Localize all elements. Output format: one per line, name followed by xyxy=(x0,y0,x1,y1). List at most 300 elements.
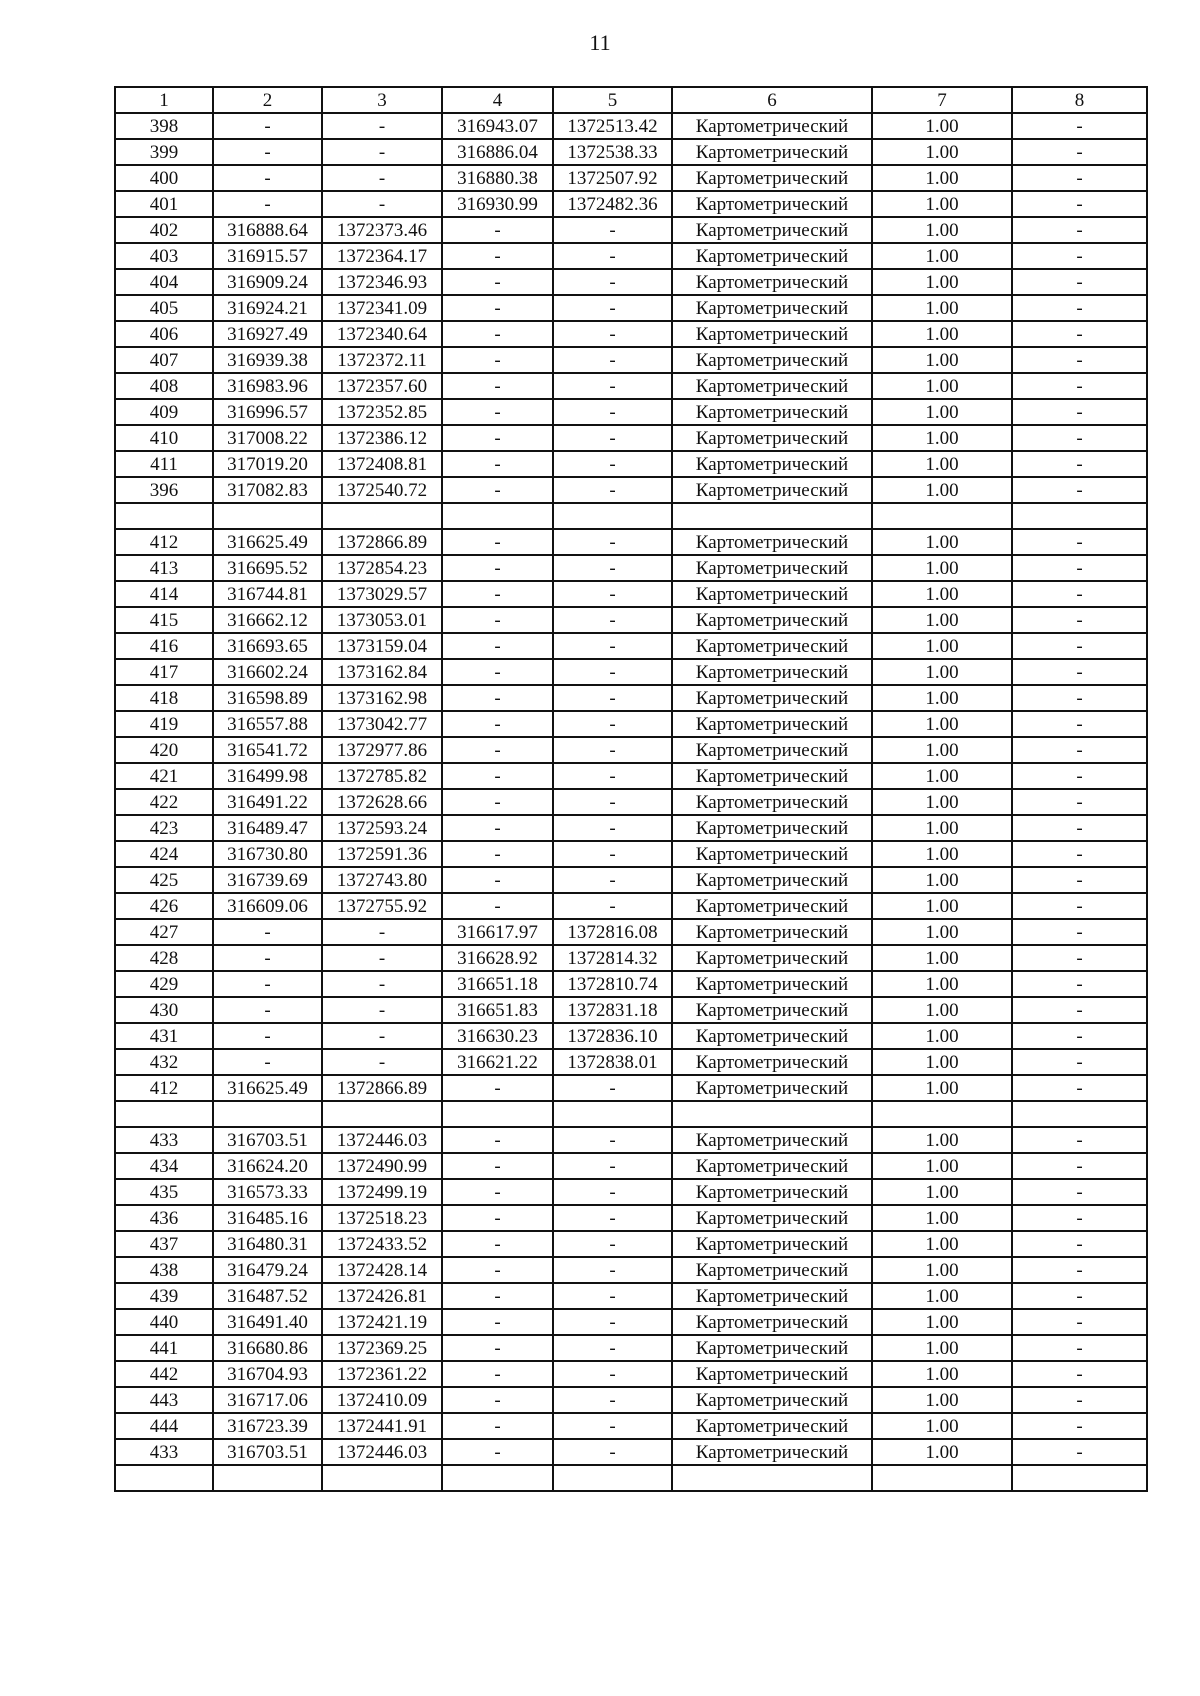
table-cell: 430 xyxy=(115,997,213,1023)
table-row xyxy=(115,893,1147,919)
table-row xyxy=(115,1413,1147,1439)
table-cell: 407 xyxy=(115,347,213,373)
table-cell: Картометрический xyxy=(672,425,872,451)
table-cell: 316880.38 xyxy=(442,165,553,191)
table-row xyxy=(115,685,1147,711)
table-cell xyxy=(672,1465,872,1491)
table-cell: 396 xyxy=(115,477,213,503)
table-cell: 1.00 xyxy=(872,139,1012,165)
table-cell: Картометрический xyxy=(672,685,872,711)
table-cell xyxy=(115,1465,213,1491)
table-cell: 1373159.04 xyxy=(322,633,442,659)
table-row xyxy=(115,243,1147,269)
table-row xyxy=(115,529,1147,555)
table-cell: Картометрический xyxy=(672,841,872,867)
table-cell: 433 xyxy=(115,1127,213,1153)
table-cell: 1372540.72 xyxy=(322,477,442,503)
table-cell: 1372507.92 xyxy=(553,165,672,191)
table-cell: - xyxy=(442,815,553,841)
table-cell: 316695.52 xyxy=(213,555,322,581)
table-cell: 316730.80 xyxy=(213,841,322,867)
table-row xyxy=(115,867,1147,893)
table-cell: - xyxy=(1012,997,1147,1023)
table-cell: - xyxy=(442,425,553,451)
table-cell: - xyxy=(1012,1023,1147,1049)
table-cell: - xyxy=(322,113,442,139)
table-cell xyxy=(553,1465,672,1491)
table-cell: 1.00 xyxy=(872,451,1012,477)
table-cell: - xyxy=(213,139,322,165)
table-cell: - xyxy=(1012,477,1147,503)
table-cell: 316662.12 xyxy=(213,607,322,633)
table-cell: Картометрический xyxy=(672,581,872,607)
table-cell: - xyxy=(213,1023,322,1049)
table-cell: 1.00 xyxy=(872,1387,1012,1413)
table-cell: Картометрический xyxy=(672,451,872,477)
table-cell: 431 xyxy=(115,1023,213,1049)
table-cell: - xyxy=(442,789,553,815)
table-cell: 1.00 xyxy=(872,1049,1012,1075)
table-cell: 316704.93 xyxy=(213,1361,322,1387)
table-cell: 1372410.09 xyxy=(322,1387,442,1413)
table-cell: 1372341.09 xyxy=(322,295,442,321)
table-row xyxy=(115,503,1147,529)
table-cell: 418 xyxy=(115,685,213,711)
table-row xyxy=(115,607,1147,633)
table-cell: 1372866.89 xyxy=(322,529,442,555)
table-cell: 316651.18 xyxy=(442,971,553,997)
table-cell: 316480.31 xyxy=(213,1231,322,1257)
header-cell: 2 xyxy=(213,87,322,113)
table-cell: 1.00 xyxy=(872,633,1012,659)
table-cell: Картометрический xyxy=(672,373,872,399)
table-cell: 1372810.74 xyxy=(553,971,672,997)
table-cell: - xyxy=(1012,1127,1147,1153)
table-cell: - xyxy=(213,113,322,139)
table-cell: 316717.06 xyxy=(213,1387,322,1413)
table-cell: - xyxy=(1012,841,1147,867)
table-cell: Картометрический xyxy=(672,555,872,581)
table-cell: Картометрический xyxy=(672,971,872,997)
table-cell: - xyxy=(1012,1179,1147,1205)
table-cell: 316628.92 xyxy=(442,945,553,971)
table-row xyxy=(115,1023,1147,1049)
table-row xyxy=(115,633,1147,659)
table-cell: 316888.64 xyxy=(213,217,322,243)
table-cell: 1372433.52 xyxy=(322,1231,442,1257)
table-cell: - xyxy=(1012,1049,1147,1075)
table-cell: 1372593.24 xyxy=(322,815,442,841)
table-cell: - xyxy=(1012,1205,1147,1231)
table-cell: - xyxy=(1012,113,1147,139)
table-cell: 436 xyxy=(115,1205,213,1231)
table-cell: Картометрический xyxy=(672,997,872,1023)
table-cell: Картометрический xyxy=(672,191,872,217)
table-cell: 1372785.82 xyxy=(322,763,442,789)
table-cell: 1372814.32 xyxy=(553,945,672,971)
table-cell: Картометрический xyxy=(672,1257,872,1283)
table-row xyxy=(115,971,1147,997)
table-cell: 1372854.23 xyxy=(322,555,442,581)
table-row xyxy=(115,581,1147,607)
table-cell: Картометрический xyxy=(672,347,872,373)
table-row xyxy=(115,113,1147,139)
table-cell: 1.00 xyxy=(872,919,1012,945)
table-row xyxy=(115,737,1147,763)
table-cell: 1.00 xyxy=(872,789,1012,815)
table-cell: 414 xyxy=(115,581,213,607)
table-cell: - xyxy=(553,477,672,503)
table-row xyxy=(115,841,1147,867)
table-cell: - xyxy=(1012,1387,1147,1413)
table-cell: - xyxy=(213,945,322,971)
table-cell: - xyxy=(1012,399,1147,425)
table-cell: 1.00 xyxy=(872,841,1012,867)
table-cell: 1.00 xyxy=(872,1153,1012,1179)
table-cell: 1372628.66 xyxy=(322,789,442,815)
table-row xyxy=(115,763,1147,789)
table-cell: 1.00 xyxy=(872,737,1012,763)
table-cell: 1.00 xyxy=(872,1361,1012,1387)
table-cell: 316557.88 xyxy=(213,711,322,737)
table-cell: - xyxy=(442,529,553,555)
table-cell: 411 xyxy=(115,451,213,477)
table-row xyxy=(115,1231,1147,1257)
table-cell xyxy=(442,1101,553,1127)
table-cell: 1.00 xyxy=(872,477,1012,503)
table-cell: - xyxy=(553,893,672,919)
table-cell: - xyxy=(442,1361,553,1387)
table-row xyxy=(115,789,1147,815)
table-cell: 433 xyxy=(115,1439,213,1465)
table-cell: - xyxy=(442,1257,553,1283)
table-cell: 1.00 xyxy=(872,1309,1012,1335)
table-cell: 438 xyxy=(115,1257,213,1283)
table-cell: 316924.21 xyxy=(213,295,322,321)
table-cell: 1.00 xyxy=(872,1335,1012,1361)
table-cell: 1372513.42 xyxy=(553,113,672,139)
table-cell: - xyxy=(442,217,553,243)
table-cell: Картометрический xyxy=(672,1439,872,1465)
table-cell: - xyxy=(1012,373,1147,399)
table-cell: Картометрический xyxy=(672,1205,872,1231)
table-cell: 316703.51 xyxy=(213,1439,322,1465)
table-cell: - xyxy=(442,1179,553,1205)
table-cell: - xyxy=(553,685,672,711)
table-cell: 435 xyxy=(115,1179,213,1205)
table-cell: 317082.83 xyxy=(213,477,322,503)
table-cell xyxy=(115,503,213,529)
table-cell: - xyxy=(442,607,553,633)
table-cell xyxy=(213,1101,322,1127)
table-cell: - xyxy=(553,399,672,425)
table-cell: 1372591.36 xyxy=(322,841,442,867)
table-cell: Картометрический xyxy=(672,399,872,425)
table-body xyxy=(115,87,1147,1491)
table-cell: Картометрический xyxy=(672,945,872,971)
table-cell: 439 xyxy=(115,1283,213,1309)
table-cell: 316491.22 xyxy=(213,789,322,815)
table-cell: 316943.07 xyxy=(442,113,553,139)
table-cell: 401 xyxy=(115,191,213,217)
table-cell: 1372346.93 xyxy=(322,269,442,295)
table-cell: 1373162.84 xyxy=(322,659,442,685)
table-cell: 442 xyxy=(115,1361,213,1387)
table-cell: 1.00 xyxy=(872,1179,1012,1205)
table-row xyxy=(115,269,1147,295)
table-cell: - xyxy=(553,1127,672,1153)
table-cell: - xyxy=(1012,165,1147,191)
header-cell: 3 xyxy=(322,87,442,113)
table-cell: 316744.81 xyxy=(213,581,322,607)
table-cell: 316598.89 xyxy=(213,685,322,711)
table-cell: - xyxy=(322,191,442,217)
table-row xyxy=(115,191,1147,217)
table-cell: - xyxy=(442,1127,553,1153)
table-cell: 410 xyxy=(115,425,213,451)
table-cell: 1372441.91 xyxy=(322,1413,442,1439)
table-cell: 1.00 xyxy=(872,399,1012,425)
table-cell: Картометрический xyxy=(672,139,872,165)
table-cell: 437 xyxy=(115,1231,213,1257)
table-cell: Картометрический xyxy=(672,867,872,893)
table-cell: 405 xyxy=(115,295,213,321)
table-cell: 1.00 xyxy=(872,1231,1012,1257)
table-cell xyxy=(1012,1101,1147,1127)
table-cell: - xyxy=(553,529,672,555)
table-row xyxy=(115,1335,1147,1361)
table-cell: 432 xyxy=(115,1049,213,1075)
table-row xyxy=(115,555,1147,581)
table-cell: - xyxy=(553,1361,672,1387)
table-row xyxy=(115,1309,1147,1335)
table-cell: - xyxy=(553,711,672,737)
table-cell: 1372499.19 xyxy=(322,1179,442,1205)
table-cell: - xyxy=(553,1231,672,1257)
table-cell: - xyxy=(1012,139,1147,165)
table-cell: 1.00 xyxy=(872,1075,1012,1101)
table-cell: 316693.65 xyxy=(213,633,322,659)
table-cell: Картометрический xyxy=(672,295,872,321)
table-cell: - xyxy=(442,555,553,581)
table-cell xyxy=(672,1101,872,1127)
table-cell: 429 xyxy=(115,971,213,997)
table-cell: 1372755.92 xyxy=(322,893,442,919)
table-cell: - xyxy=(1012,555,1147,581)
table-cell: - xyxy=(442,1231,553,1257)
table-cell: 1373042.77 xyxy=(322,711,442,737)
table-cell: - xyxy=(442,1205,553,1231)
table-cell: - xyxy=(442,711,553,737)
table-cell: Картометрический xyxy=(672,1049,872,1075)
table-cell: 1.00 xyxy=(872,997,1012,1023)
table-cell: 424 xyxy=(115,841,213,867)
table-cell: - xyxy=(213,919,322,945)
table-cell: 428 xyxy=(115,945,213,971)
table-cell: 316617.97 xyxy=(442,919,553,945)
table-cell: 1372386.12 xyxy=(322,425,442,451)
header-row xyxy=(115,87,1147,113)
table-cell: - xyxy=(442,581,553,607)
table-cell: - xyxy=(553,1335,672,1361)
table-cell: - xyxy=(213,997,322,1023)
table-cell: - xyxy=(442,269,553,295)
table-cell xyxy=(553,503,672,529)
table-cell: 1372518.23 xyxy=(322,1205,442,1231)
table-cell: - xyxy=(1012,425,1147,451)
table-cell xyxy=(322,1465,442,1491)
table-cell: - xyxy=(1012,217,1147,243)
table-cell: 316621.22 xyxy=(442,1049,553,1075)
table-cell: 316541.72 xyxy=(213,737,322,763)
table-cell: Картометрический xyxy=(672,633,872,659)
table-row xyxy=(115,919,1147,945)
table-cell: 1.00 xyxy=(872,191,1012,217)
table-cell: 1373053.01 xyxy=(322,607,442,633)
table-cell: 316499.98 xyxy=(213,763,322,789)
table-cell: 415 xyxy=(115,607,213,633)
table-cell: - xyxy=(553,555,672,581)
table-cell: 1.00 xyxy=(872,555,1012,581)
table-cell xyxy=(872,503,1012,529)
table-cell: 399 xyxy=(115,139,213,165)
table-cell: Картометрический xyxy=(672,217,872,243)
table-cell: - xyxy=(322,139,442,165)
table-cell: - xyxy=(442,1335,553,1361)
table-cell: - xyxy=(442,1309,553,1335)
table-cell: 406 xyxy=(115,321,213,347)
table-row xyxy=(115,1049,1147,1075)
table-cell: - xyxy=(213,971,322,997)
table-cell: 1.00 xyxy=(872,763,1012,789)
table-cell: 316723.39 xyxy=(213,1413,322,1439)
table-cell: 1373029.57 xyxy=(322,581,442,607)
table-cell: 1.00 xyxy=(872,1283,1012,1309)
table-cell: Картометрический xyxy=(672,321,872,347)
table-cell: 316625.49 xyxy=(213,529,322,555)
table-cell: 316487.52 xyxy=(213,1283,322,1309)
table-cell: 1.00 xyxy=(872,607,1012,633)
table-cell: Картометрический xyxy=(672,1387,872,1413)
table-cell xyxy=(1012,503,1147,529)
table-row xyxy=(115,997,1147,1023)
table-cell: 1372490.99 xyxy=(322,1153,442,1179)
table-cell: - xyxy=(322,919,442,945)
table-cell: - xyxy=(322,1049,442,1075)
table-cell: - xyxy=(1012,867,1147,893)
table-cell: - xyxy=(1012,1283,1147,1309)
table-cell xyxy=(872,1101,1012,1127)
table-cell: - xyxy=(1012,607,1147,633)
table-cell: 1372340.64 xyxy=(322,321,442,347)
table-cell: 441 xyxy=(115,1335,213,1361)
table-cell: 427 xyxy=(115,919,213,945)
table-cell: 1372446.03 xyxy=(322,1439,442,1465)
table-cell: Картометрический xyxy=(672,607,872,633)
table-cell: 316630.23 xyxy=(442,1023,553,1049)
table-cell: - xyxy=(553,1179,672,1205)
table-cell: 316915.57 xyxy=(213,243,322,269)
table-cell: Картометрический xyxy=(672,1075,872,1101)
table-cell: - xyxy=(442,763,553,789)
table-cell: 421 xyxy=(115,763,213,789)
table-row xyxy=(115,1283,1147,1309)
table-cell: 316909.24 xyxy=(213,269,322,295)
table-cell: Картометрический xyxy=(672,789,872,815)
table-cell: Картометрический xyxy=(672,477,872,503)
header-cell: 8 xyxy=(1012,87,1147,113)
table-cell: 403 xyxy=(115,243,213,269)
table-cell: Картометрический xyxy=(672,737,872,763)
table-cell: 316886.04 xyxy=(442,139,553,165)
table-cell: Картометрический xyxy=(672,113,872,139)
table-cell: 1.00 xyxy=(872,425,1012,451)
table-cell: 1.00 xyxy=(872,659,1012,685)
table-cell: - xyxy=(442,347,553,373)
table-cell: 416 xyxy=(115,633,213,659)
table-cell: - xyxy=(553,1413,672,1439)
table-cell: 1372743.80 xyxy=(322,867,442,893)
table-cell xyxy=(672,503,872,529)
table-cell: - xyxy=(553,867,672,893)
table-cell: Картометрический xyxy=(672,1231,872,1257)
table-cell: 1.00 xyxy=(872,945,1012,971)
header-cell: 4 xyxy=(442,87,553,113)
table-cell: Картометрический xyxy=(672,1283,872,1309)
table-cell: - xyxy=(1012,269,1147,295)
header-cell: 1 xyxy=(115,87,213,113)
coordinates-table xyxy=(114,86,1148,1492)
table-cell: 404 xyxy=(115,269,213,295)
table-cell: 316485.16 xyxy=(213,1205,322,1231)
table-row xyxy=(115,477,1147,503)
table-cell: 1373162.98 xyxy=(322,685,442,711)
table-cell: 316739.69 xyxy=(213,867,322,893)
table-cell: - xyxy=(1012,1413,1147,1439)
table-cell: - xyxy=(322,971,442,997)
table-cell: - xyxy=(553,243,672,269)
table-cell: - xyxy=(442,399,553,425)
table-cell: - xyxy=(1012,893,1147,919)
table-cell: Картометрический xyxy=(672,1413,872,1439)
table-cell: Картометрический xyxy=(672,1153,872,1179)
table-cell: Картометрический xyxy=(672,1127,872,1153)
table-cell: - xyxy=(442,867,553,893)
table-cell: Картометрический xyxy=(672,1023,872,1049)
table-cell: 1.00 xyxy=(872,347,1012,373)
table-row xyxy=(115,1127,1147,1153)
table-cell: - xyxy=(442,841,553,867)
table-cell xyxy=(115,1101,213,1127)
table-cell xyxy=(213,1465,322,1491)
table-cell: 1372428.14 xyxy=(322,1257,442,1283)
table-cell: - xyxy=(553,269,672,295)
table-cell: - xyxy=(553,425,672,451)
table-cell: Картометрический xyxy=(672,269,872,295)
table-row xyxy=(115,1439,1147,1465)
table-cell: - xyxy=(442,633,553,659)
table-cell: 1372361.22 xyxy=(322,1361,442,1387)
table-cell: 422 xyxy=(115,789,213,815)
table-cell: 1372816.08 xyxy=(553,919,672,945)
table-cell: - xyxy=(442,685,553,711)
table-cell: 316930.99 xyxy=(442,191,553,217)
table-cell: - xyxy=(1012,1257,1147,1283)
table-cell: - xyxy=(1012,789,1147,815)
table-row xyxy=(115,1153,1147,1179)
table-cell: - xyxy=(553,1205,672,1231)
table-cell: 317019.20 xyxy=(213,451,322,477)
